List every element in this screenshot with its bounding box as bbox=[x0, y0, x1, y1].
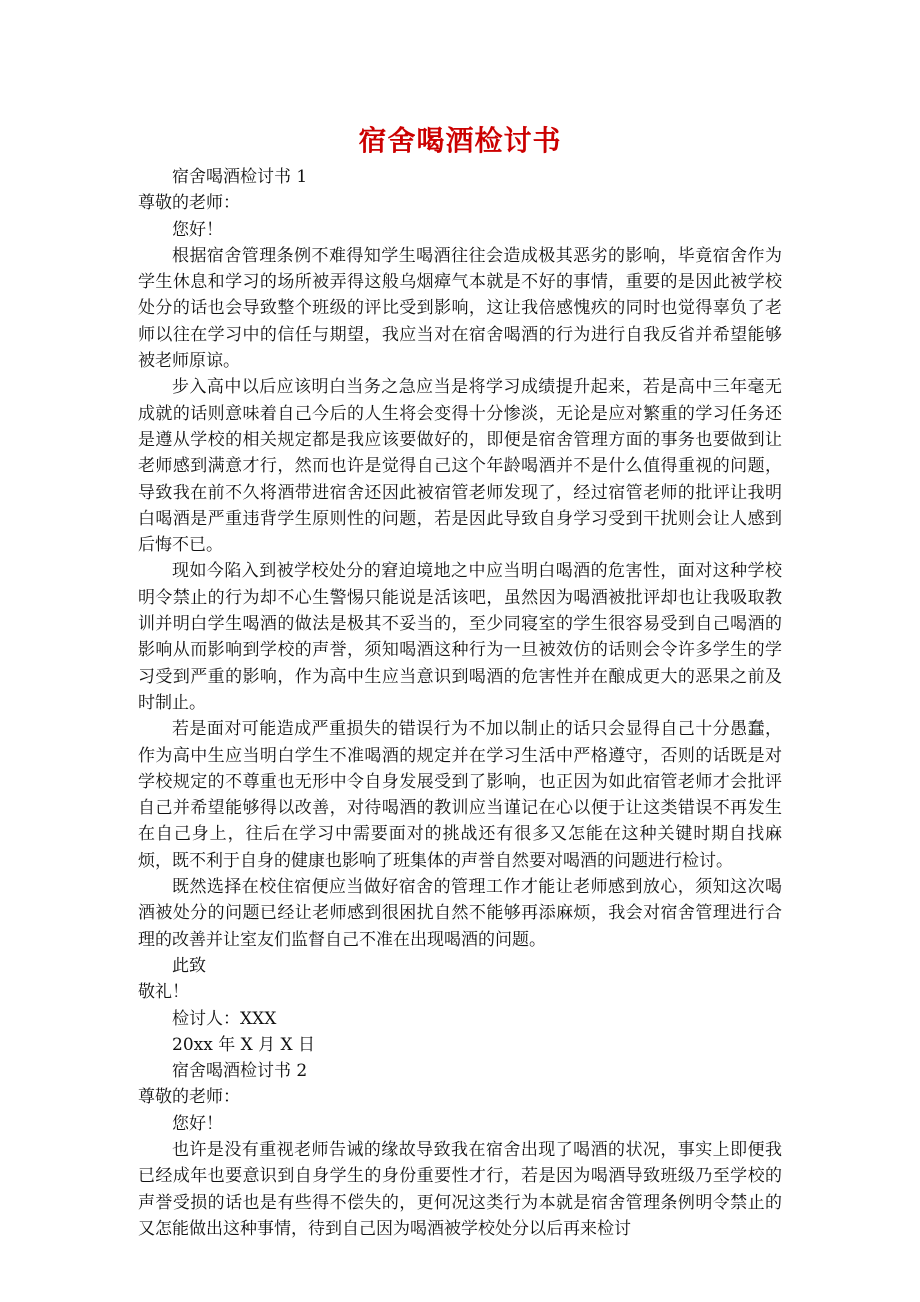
letter1-paragraph: 若是面对可能造成严重损失的错误行为不加以制止的话只会显得自己十分愚蠢，作为高中生应当明白学生不准喝酒的规定并在学习生活中严格遵守，否则的话既是对学校规定的不尊重也无形中令自身发展受到了影响，也正因为如此宿管老师才会批评自己并希望能够得以改善，对待喝酒的教训应当谨记在心以便于让这类错误不再发生在自己身上，往后在学习中需要面对的挑战还有很多又怎能在这种关键时期自找麻烦，既不利于自身的健康也影响了班集体的声誉自然要对喝酒的问题进行检讨。 bbox=[138, 719, 782, 871]
letter2-salutation: 尊敬的老师： bbox=[138, 1087, 240, 1108]
document-page bbox=[138, 118, 782, 1242]
letter1-salutation: 尊敬的老师： bbox=[138, 193, 240, 214]
letter1-paragraph: 既然选择在校住宿便应当做好宿舍的管理工作才能让老师感到放心，须知这次喝酒被处分的问题已经让老师感到很困扰自然不能够再添麻烦，我会对宿舍管理进行合理的改善并让室友们监督自己不准在出现喝酒的问题。 bbox=[138, 877, 782, 950]
letter2-heading: 宿舍喝酒检讨书 2 bbox=[172, 1061, 308, 1082]
letter2-greeting: 您好！ bbox=[172, 1113, 223, 1134]
letter1-signer: 检讨人：XXX bbox=[172, 1008, 277, 1029]
letter1-paragraph: 现如今陷入到被学校处分的窘迫境地之中应当明白喝酒的危害性，面对这种学校明令禁止的行为却不心生警惕只能说是活该吧，虽然因为喝酒被批评却也让我吸取教训并明白学生喝酒的做法是极其不妥当的，至少同寝室的学生很容易受到自己喝酒的影响从而影响到学校的声誉，须知喝酒这种行为一旦被效仿的话则会令许多学生的学习受到严重的影响，作为高中生应当意识到喝酒的危害性并在酿成更大的恶果之前及时制止。 bbox=[138, 561, 782, 713]
letter1-paragraph: 根据宿舍管理条例不难得知学生喝酒往往会造成极其恶劣的影响，毕竟宿舍作为学生休息和学习的场所被弄得这般乌烟瘴气本就是不好的事情，重要的是因此被学校处分的话也会导致整个班级的评比受到影响，这让我倍感愧疚的同时也觉得辜负了老师以往在学习中的信任与期望，我应当对在宿舍喝酒的行为进行自我反省并希望能够被老师原谅。 bbox=[138, 245, 782, 372]
letter1-greeting: 您好！ bbox=[172, 219, 223, 240]
letter1-date: 20xx 年 X 月 X 日 bbox=[172, 1034, 316, 1055]
letter1-heading: 宿舍喝酒检讨书 1 bbox=[172, 167, 308, 187]
document-title: 宿舍喝酒检讨书 bbox=[358, 124, 562, 157]
letter1-regards: 敬礼！ bbox=[138, 982, 189, 1003]
letter2-paragraph: 也许是没有重视老师告诫的缘故导致我在宿舍出现了喝酒的状况，事实上即便我已经成年也要意识到自身学生的身份重要性才行，若是因为喝酒导致班级乃至学校的声誉受损的话也是有些得不偿失的，更何况这类行为本就是宿舍管理条例明令禁止的又怎能做出这种事情，待到自己因为喝酒被学校处分以后再来检讨 bbox=[138, 1139, 782, 1239]
letter1-closing: 此致 bbox=[172, 955, 206, 976]
letter1-paragraph: 步入高中以后应该明白当务之急应当是将学习成绩提升起来，若是高中三年毫无成就的话则意味着自己今后的人生将会变得十分惨淡，无论是应对繁重的学习任务还是遵从学校的相关规定都是我应该要做好的，即便是宿舍管理方面的事务也要做到让老师感到满意才行，然而也许是觉得自己这个年龄喝酒并不是什么值得重视的问题，导致我在前不久将酒带进宿舍还因此被宿管老师发现了，经过宿管老师的批评让我明白喝酒是严重违背学生原则性的问题，若是因此导致自身学习受到干扰则会让人感到后悔不已。 bbox=[138, 377, 782, 556]
